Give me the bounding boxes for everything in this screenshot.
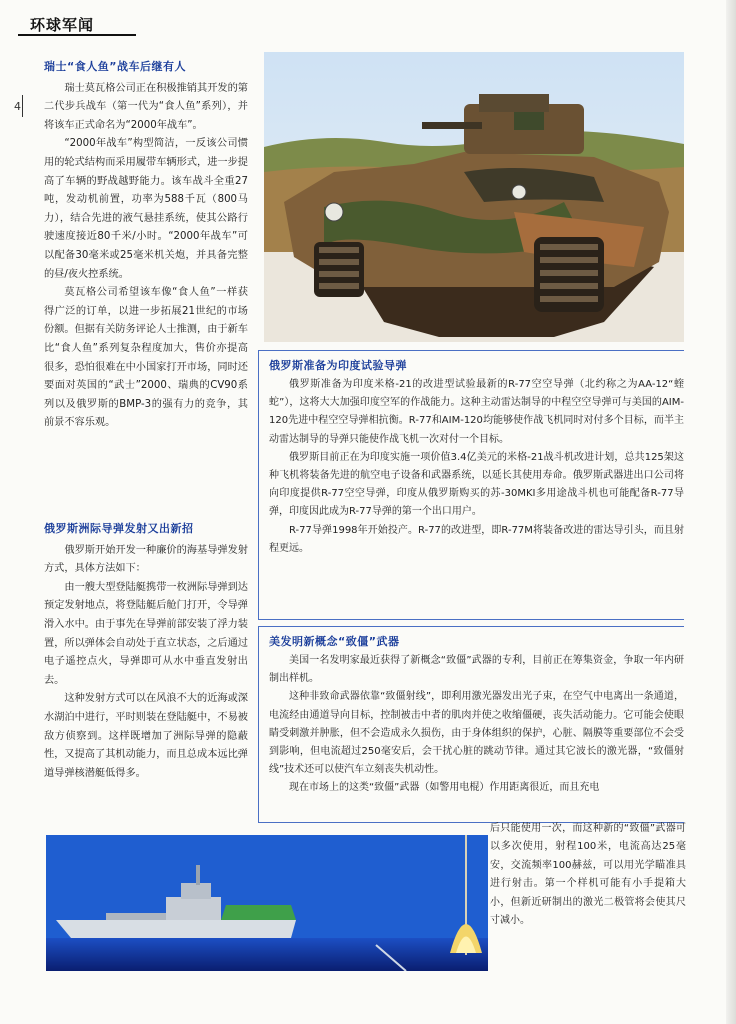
paragraph: 俄罗斯目前正在为印度实施一项价值3.4亿美元的米格-21战斗机改进计划，总共125架这种飞机将装备先进的航空电子设备和武器系统，以延长其使用寿命。俄罗斯武器进出口公司将向印度提供R-77空空导弹，印度从俄罗斯购买的苏-30MKI多用途战斗机也可能配备R-77导弹，印度因此成为R-77导弹的第一个出口用户。 [269,451,684,518]
article-r77-india [258,350,684,620]
paragraph: 美国一名发明家最近获得了新概念“致僵”武器的专利，目前正在筹集资金，争取一年内研制出样机。 [269,655,684,685]
article-russian-icbm [44,520,248,783]
article-title: 俄罗斯准备为印度试验导弹 [269,359,407,372]
article-swiss-ifv [44,58,248,433]
article-title: 俄罗斯洲际导弹发射又出新招 [44,522,194,535]
paragraph: 莫瓦格公司希望该车像“食人鱼”一样获得广泛的订单，以进一步拓展21世纪的市场份额。但据有关防务评论人士推测，由于新车比“食人鱼”系列复杂程度加大，售价亦提高很多，恐怕很难在中小国家打开市场，同时还要面对英国的“武士”2000、瑞典的CV90系列以及俄罗斯的BMP-3的强有力的竞争，其前景不容乐观。 [44,287,248,429]
page-edge [726,0,736,1024]
paragraph: 这种发射方式可以在风浪不大的近海或深水湖泊中进行，平时则装在登陆艇中，不易被敌方侦察到。这样既增加了洲际导弹的隐蔽性，又提高了其机动能力，而且总成本远比弹道导弹核潜艇低得多。 [44,693,248,779]
paragraph: 俄罗斯准备为印度米格-21的改进型试验最新的R-77空空导弹（北约称之为AA-12“蝰蛇”），这将大大加强印度空军的作战能力。这种主动雷达制导的中程空空导弹可与美国的AIM-120先进中程空空导弹相抗衡。R-77和AIM-120均能够使作战飞机同时对付多个目标，而半主动雷达制导的导弹只能使作战飞机一次对付一个目标。 [269,379,684,445]
article-title: 瑞士“食人鱼”战车后继有人 [44,60,186,73]
paragraph: 这种非致命武器依靠“致僵射线”，即利用激光器发出光子束，在空气中电离出一条通道，电流经由通道导向目标，控制被击中者的肌肉并使之收缩僵硬，丧失活动能力。它可能会使眼睛受刺激并肿胀，但不会造成永久损伤，由于身体组织的保护，心脏、隔膜等重要部位不会受到影响，但电流超过250毫安后，会干扰心脏的跳动节律。通过其它波长的激光器，“致僵射线”技术还可以使汽车立刻丧失机动性。 [269,691,684,776]
page-number: 4 [14,100,21,113]
paragraph: “2000年战车”构型简洁，一反该公司惯用的轮式结构而采用履带车辆形式，进一步提高了车辆的野战越野能力。该车战斗全重27吨，发动机前置，功率为588千瓦（800马力），结合先进的液气悬挂系统，使其公路行驶速度接近80千米/小时。“2000年战车”可以配备30毫米或25毫米机关炮，并具备完整的昼/夜火控系统。 [44,138,248,280]
paragraph: R-77导弹1998年开始投产。R-77的改进型，即R-77M将装备改进的雷达导引头，而且射程更远。 [269,524,684,554]
article-stun-weapon [258,626,684,823]
paragraph: 瑞士莫瓦格公司正在积极推销其开发的第二代步兵战车（第一代为“食人鱼”系列），并将该车正式命名为“2000年战车”。 [44,82,248,131]
tank-photo [264,52,684,342]
margin-rule [22,95,23,117]
article-continuation: 后只能使用一次，而这种新的“致僵”武器可以多次使用，射程100米，电流高达25毫安，交流频率100赫兹，可以用光学瞄准具进行射击。第一个样机可能有小手提箱大小，但新近研制出的激光二极管将会使其尺寸减小。 [490,823,686,927]
header-rule [18,34,136,36]
paragraph: 由一艘大型登陆艇携带一枚洲际导弹到达预定发射地点，将登陆艇后舱门打开，令导弹滑入水中。由于事先在导弹前部安装了浮力装置，所以弹体会自动处于直立状态，之后通过电子遥控点火，导弹即可从水中垂直发射出去。 [44,581,248,686]
magazine-section-title: 环球军闻 [30,16,95,34]
article-title: 美发明新概念“致僵”武器 [269,635,400,648]
paragraph: 现在市场上的这类“致僵”武器（如警用电棍）作用距离很近，而且充电 [289,782,600,794]
ship-illustration [46,835,488,971]
paragraph: 俄罗斯开始开发一种廉价的海基导弹发射方式，具体方法如下： [44,544,248,575]
